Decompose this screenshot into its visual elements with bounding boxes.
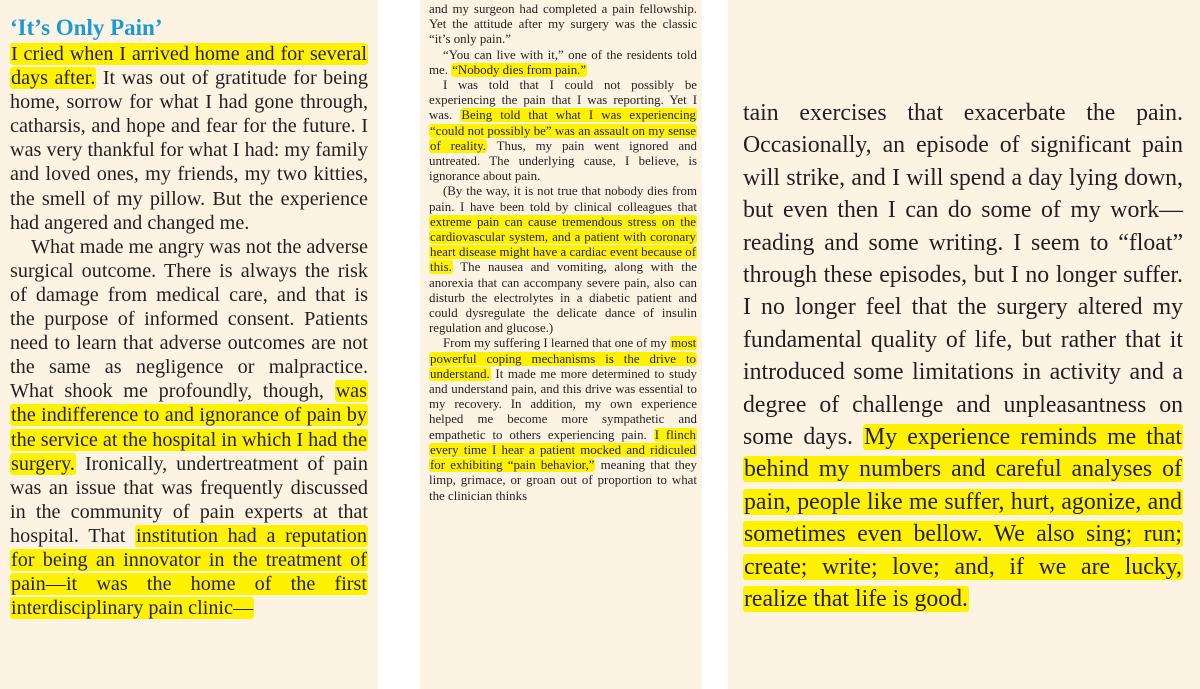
right-text-column <box>743 97 1183 616</box>
paragraph <box>429 2 697 48</box>
body-text: Thus, my pain went ignored and untreated. The underlying cause, I believe, is ignorance about pain. <box>429 138 697 184</box>
paragraph <box>10 235 368 621</box>
highlighted-text: I cried when I arrived home and for several days after. <box>11 43 367 90</box>
body-text: From my suffering I learned that one of my <box>443 336 671 351</box>
paragraph <box>10 42 368 235</box>
middle-page-excerpt <box>420 0 702 689</box>
highlighted-text: institution had a reputation for being an innovator in the treatment of pain—it was the home of the first interdisciplinary pain clinic— <box>11 524 367 620</box>
section-title: ‘It’s Only Pain’ <box>10 15 163 40</box>
paragraph <box>743 97 1183 616</box>
body-text: meaning that they limp, grimace, or groan out of proportion to what the clinician thinks <box>429 458 697 503</box>
body-text: It made me more determined to study and understand pain, and this drive was essential to my recovery. In addition, my own experience helped me become more sympathetic and empathetic to others experiencing pain. <box>429 366 697 442</box>
highlighted-text: extreme pain can cause tremendous stress on the cardiovascular system, and a patient with coronary heart disease might have a cardiac event because of this. <box>430 214 696 275</box>
body-text: Ironically, undertreatment of pain was an issue that was frequently discussed in the community of pain experts at that hospital. That <box>10 452 368 547</box>
right-page-excerpt <box>728 0 1200 689</box>
body-text: tain exercises that exacerbate the pain. Occasionally, an episode of significant pain will strike, and I will spend a day lying down, but even then I can do some of my work—reading and some writing. I seem to “float” through these episodes, but I no longer suffer. I no longer feel that the surgery altered my fundamental quality of life, but rather that it introduced some limitations in activity and a degree of challenge and unpleasantness on some days. <box>743 100 1183 451</box>
highlighted-text: “Nobody dies from pain.” <box>452 62 587 77</box>
body-text: “You can live with it,” one of the residents told me. <box>429 47 697 77</box>
middle-text-column <box>429 2 697 504</box>
paragraph <box>429 78 697 184</box>
body-text: and my surgeon had completed a pain fellowship. Yet the attitude after my surgery was the classic “it’s only pain.” <box>429 2 697 47</box>
highlighted-text: most powerful coping mechanisms is the drive to understand. <box>430 336 697 381</box>
highlighted-text: I flinch every time I hear a patient mocked and ridiculed for exhibiting “pain behavior,” <box>430 427 696 473</box>
body-text: I was told that I could not possibly be experiencing the pain that I was reporting. Yet I was. <box>429 78 697 123</box>
highlighted-text: Being told that what I was experiencing “could not possibly be” was an assault on my sense of reality. <box>430 108 696 153</box>
paragraph <box>429 48 697 78</box>
body-text: The nausea and vomiting, along with the anorexia that can accompany severe pain, also can disturb the electrolytes in a diabetic patient and could dysregulate the delicate dance of insulin regulation and glucose.) <box>429 260 697 336</box>
body-text: (By the way, it is not true that nobody dies from pain. I have been told by clinical colleagues that <box>429 184 697 214</box>
left-text-column <box>10 42 368 620</box>
paragraph <box>429 184 697 336</box>
left-page-excerpt <box>0 0 378 689</box>
body-text: What made me angry was not the adverse surgical outcome. There is always the risk of damage from medical care, and that is the purpose of informed consent. Patients need to learn that adverse outcomes are not the same as negligence or malpractice. What shook me profoundly, though, <box>10 235 368 403</box>
highlighted-text: My experience reminds me that behind my numbers and careful analyses of pain, people like me suffer, hurt, agonize, and sometimes even bellow. We also sing; run; create; write; love; and, if we are lucky, realize that life is good. <box>744 424 1182 613</box>
paragraph <box>429 336 697 503</box>
highlighted-text: was the indifference to and ignorance of pain by the service at the hospital in which I had the surgery. <box>11 380 367 475</box>
body-text: It was out of gratitude for being home, sorrow for what I had gone through, catharsis, and hope and fear for the future. I was very thankful for what I had: my family and loved ones, my friends, my two kitties, the smell of my pillow. But the experience had angered and changed me. <box>10 67 368 234</box>
